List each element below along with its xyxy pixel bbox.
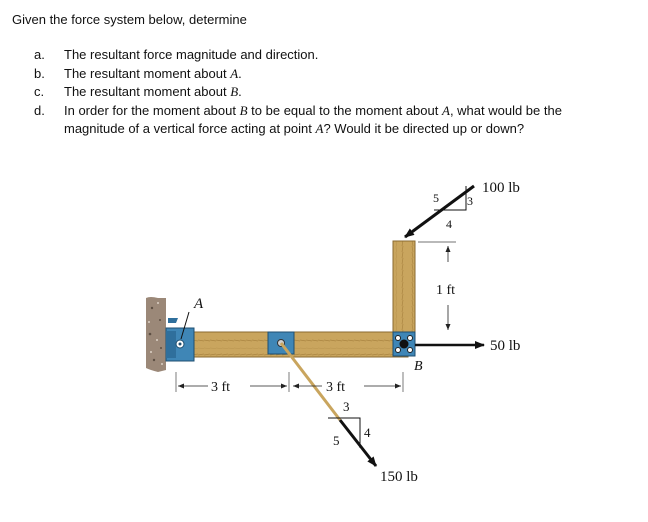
dimension-left-label: 3 ft	[211, 380, 231, 395]
dimension-left	[176, 372, 289, 395]
vertical-post	[393, 241, 415, 336]
slope-triangle-bottom	[328, 399, 371, 448]
question-text: In order for the moment about	[64, 102, 240, 118]
point-symbol: A	[441, 102, 450, 118]
force-150lb-label: 150 lb	[380, 469, 418, 485]
question-text: The resultant moment about	[64, 84, 231, 99]
pin-bracket-a	[166, 318, 194, 361]
question-text: .	[238, 84, 242, 99]
problem-intro: Given the force system below, determine	[12, 12, 247, 27]
question-marker: c.	[34, 84, 45, 99]
dimension-height-label: 1 ft	[436, 283, 456, 298]
force-50lb-label: 50 lb	[490, 338, 521, 354]
slope-bottom-hyp: 5	[333, 433, 340, 448]
question-text: to be equal to the moment about	[247, 102, 442, 118]
force-100lb-arrow	[405, 186, 474, 237]
question-marker: d.	[34, 102, 45, 118]
slope-top-hyp: 5	[433, 191, 439, 205]
point-symbol: A	[315, 120, 324, 136]
question-text: ? Would it be directed up or down?	[323, 120, 525, 136]
question-text: The resultant moment about	[64, 65, 231, 81]
force-150lb-arrow	[340, 420, 376, 466]
slope-top-horizontal: 4	[446, 217, 452, 231]
question-text: The resultant force magnitude and direction.	[64, 47, 319, 62]
question-marker: b.	[34, 65, 45, 81]
question-marker: a.	[34, 47, 45, 62]
slope-bottom-vertical: 4	[364, 425, 371, 440]
point-a-label: A	[194, 296, 204, 312]
point-b-label: B	[414, 359, 423, 374]
corner-joint-b	[393, 332, 415, 356]
dimension-right-label: 3 ft	[326, 380, 346, 395]
point-symbol: B	[230, 84, 239, 99]
point-symbol: A	[230, 65, 239, 81]
question-text: .	[238, 65, 242, 81]
wall-support	[146, 297, 166, 372]
slope-bottom-top: 3	[343, 399, 350, 414]
point-symbol: B	[239, 102, 248, 118]
dimension-height	[418, 242, 456, 330]
dimension-right	[293, 372, 403, 395]
force-100lb-label: 100 lb	[482, 180, 520, 196]
question-text: , what would be the magnitude of a vertical force acting at point	[64, 102, 562, 136]
slope-top-vertical: 3	[467, 194, 473, 208]
